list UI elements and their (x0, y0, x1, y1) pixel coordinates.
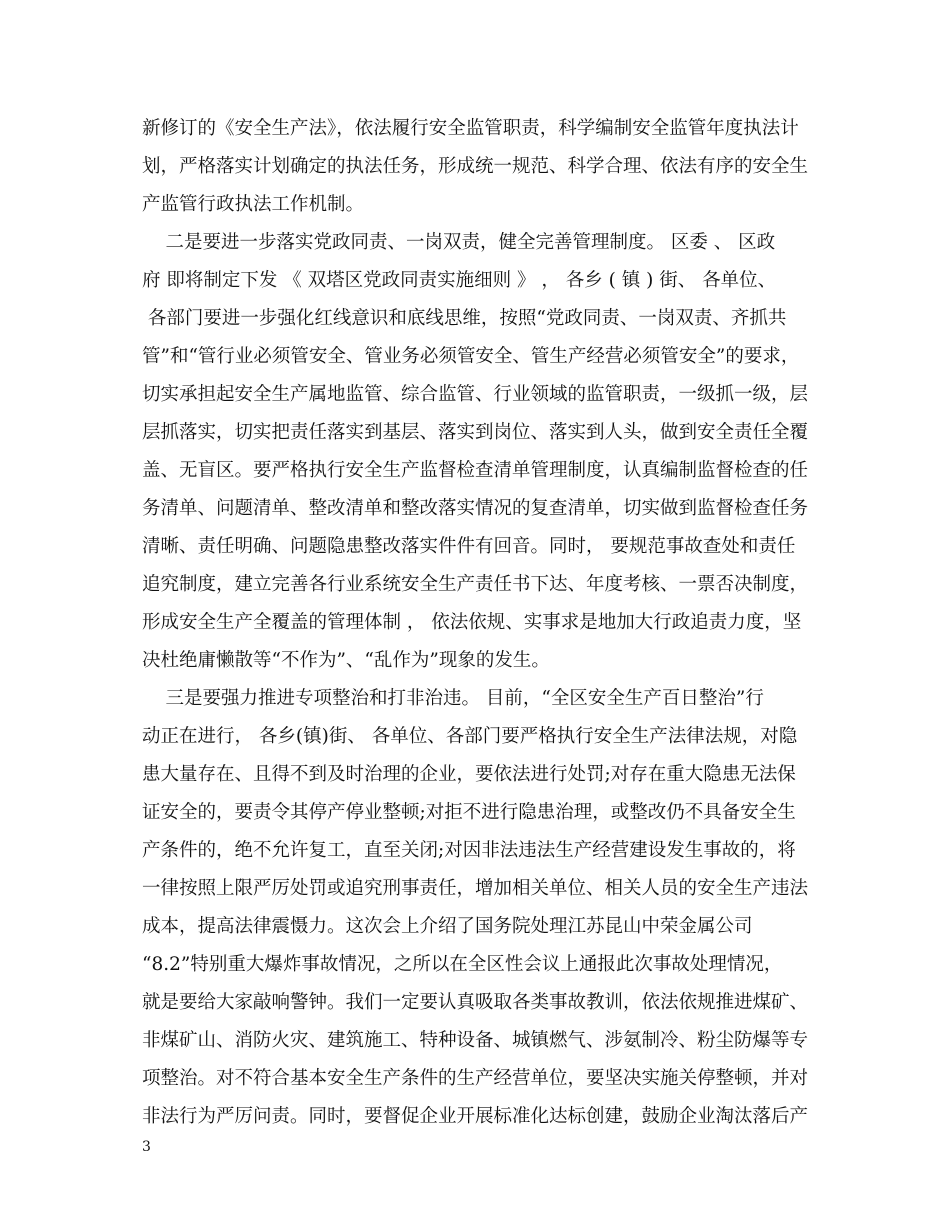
body-text-line: 产监管行政执法工作机制。 (142, 194, 365, 215)
body-text-line: 患大量存在、且得不到及时治理的企业，要依法进行处罚;对存在重大隐患无法保 (142, 764, 796, 785)
body-text-line: 项整治。对不符合基本安全生产条件的生产经营单位，要坚决实施关停整顿，并对 (142, 1068, 809, 1089)
body-text-line: 一律按照上限严厉处罚或追究刑事责任，增加相关单位、相关人员的安全生产违法 (142, 878, 809, 899)
body-text-line: 就是要给大家敲响警钟。我们一定要认真吸取各类事故教训，依法依规推进煤矿、 (142, 992, 809, 1013)
body-text-line: 非煤矿山、消防火灾、建筑施工、特种设备、城镇燃气、涉氨制冷、粉尘防爆等专 (142, 1030, 809, 1051)
body-text-line: “8.2”特别重大爆炸事故情况，之所以在全区性会议上通报此次事故处理情况， (142, 954, 783, 975)
body-text-line: 盖、无盲区。要严格执行安全生产监督检查清单管理制度，认真编制监督检查的任 (142, 460, 809, 481)
body-text-line: 追究制度，建立完善各行业系统安全生产责任书下达、年度考核、一票否决制度， (142, 574, 809, 595)
body-text-line: 形成安全生产全覆盖的管理体制 ， 依法依规、实事求是地加大行政追责力度，坚 (142, 612, 802, 633)
body-text-line: 清晰、责任明确、问题隐患整改落实件件有回音。同时， 要规范事故查处和责任 (142, 536, 796, 557)
page-number: 3 (142, 1139, 151, 1155)
body-text-line: 府 即将制定下发 《 双塔区党政同责实施细则 》 ， 各乡 ( 镇 ) 街、 各单位、 (142, 270, 777, 291)
body-text-line: 切实承担起安全生产属地监管、综合监管、行业领域的监管职责，一级抓一级，层 (142, 384, 809, 405)
body-text-line: 层抓落实，切实把责任落实到基层、落实到岗位、落实到人头，做到安全责任全覆 (142, 422, 809, 443)
body-text-line: 产条件的，绝不允许复工，直至关闭;对因非法违法生产经营建设发生事故的，将 (142, 840, 796, 861)
body-text-line: 非法行为严厉问责。同时，要督促企业开展标准化达标创建，鼓励企业淘汰落后产 (142, 1106, 809, 1127)
body-text-line: 各部门要进一步强化红线意识和底线思维，按照“党政同责、一岗双责、齐抓共 (142, 308, 787, 329)
body-text-line: 二是要进一步落实党政同责、一岗双责，健全完善管理制度。 区委 、 区政 (142, 232, 776, 253)
body-text-line: 成本，提高法律震慑力。这次会上介绍了国务院处理江苏昆山中荣金属公司 (142, 916, 753, 937)
body-text-line: 管”和“管行业必须管安全、管业务必须管安全、管生产经营必须管安全”的要求， (142, 346, 800, 367)
body-text-line: 决杜绝庸懒散等“不作为”、“乱作为”现象的发生。 (142, 650, 550, 671)
body-text-line: 新修订的《安全生产法》，依法履行安全监管职责，科学编制安全监管年度执法计 (142, 118, 799, 139)
body-text-line: 动正在进行， 各乡(镇)街、 各单位、各部门要严格执行安全生产法律法规，对隐 (142, 726, 798, 747)
body-text-line: 三是要强力推进专项整治和打非治违。 目前，“全区安全生产百日整治”行 (142, 688, 764, 709)
body-text-line: 划，严格落实计划确定的执法任务，形成统一规范、科学合理、依法有序的安全生 (142, 156, 809, 177)
body-text-line: 务清单、问题清单、整改清单和整改落实情况的复查清单，切实做到监督检查任务 (142, 498, 809, 519)
body-text-line: 证安全的，要责令其停产停业整顿;对拒不进行隐患治理，或整改仍不具备安全生 (142, 802, 796, 823)
